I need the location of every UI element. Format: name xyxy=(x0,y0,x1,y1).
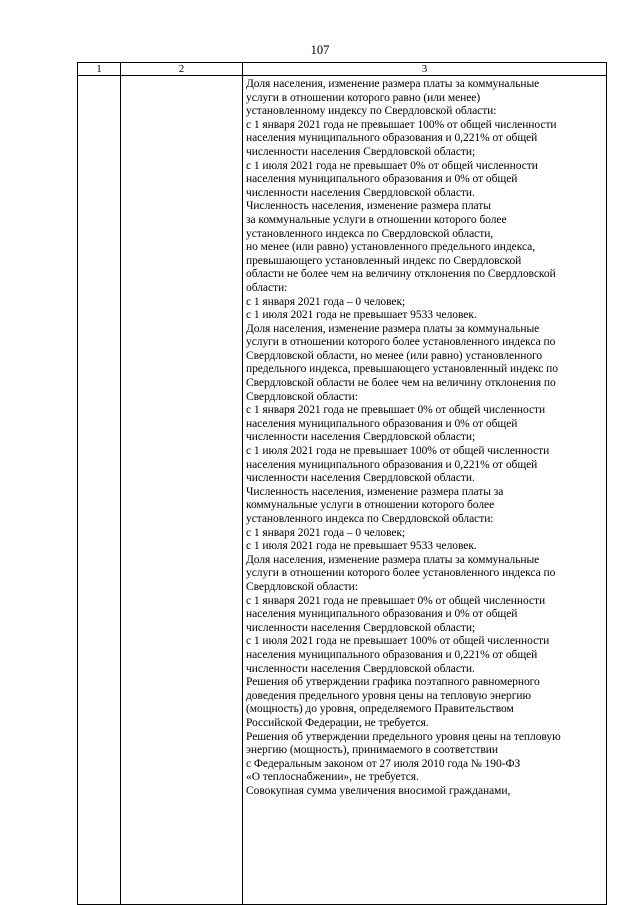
text-line: с 1 января 2021 года не превышает 100% от общей численности xyxy=(246,118,557,131)
text-line: численности населения Свердловской области; xyxy=(246,145,476,158)
document-table xyxy=(77,62,607,905)
text-line: численности населения Свердловской области. xyxy=(246,472,475,485)
text-line: с 1 июля 2021 года не превышает 9533 человек. xyxy=(246,309,477,322)
text-line: Свердловской области: xyxy=(246,580,358,593)
text-line: Доля населения, изменение размера платы за коммунальные xyxy=(246,78,540,90)
text-line: населения муниципального образования и 0,221% от общей xyxy=(246,132,538,145)
text-line: услуги в отношении которого более установленного индекса по xyxy=(246,336,556,349)
text-line: но менее (или равно) установленного предельного индекса, xyxy=(246,241,536,254)
text-line: превышающего установленный индекс по Свердловской xyxy=(246,254,522,267)
text-line: услуги в отношении которого равно (или менее) xyxy=(246,91,481,104)
text-line: с 1 января 2021 года – 0 человек; xyxy=(246,526,406,539)
text-line: области: xyxy=(246,281,288,294)
text-line: численности населения Свердловской области; xyxy=(246,621,476,634)
text-line: населения муниципального образования и 0,221% от общей xyxy=(246,458,538,471)
text-line: за коммунальные услуги в отношении которого более xyxy=(246,213,507,226)
text-line: Российской Федерации, не требуется. xyxy=(246,716,429,729)
text-line: области не более чем на величину отклонения по Свердловской xyxy=(246,268,556,281)
text-line: Доля населения, изменение размера платы за коммунальные xyxy=(246,322,540,335)
text-line: доведения предельного уровня цены на тепловую энергию xyxy=(246,689,532,702)
text-line: населения муниципального образования и 0% от общей xyxy=(246,417,518,430)
text-line: Свердловской области, но менее (или равно) установленного xyxy=(246,349,543,362)
text-line: Решения об утверждении графика поэтапного равномерного xyxy=(246,676,540,689)
text-line: Свердловской области: xyxy=(246,390,358,403)
column-header-2: 2 xyxy=(121,63,243,76)
table-row xyxy=(78,76,607,905)
table-header-row xyxy=(78,63,607,76)
text-line: Решения об утверждении предельного уровня цены на тепловую xyxy=(246,730,561,743)
column-header-3: 3 xyxy=(243,63,607,76)
text-line: Численность населения, изменение размера платы за xyxy=(246,485,504,498)
text-line: численности населения Свердловской области. xyxy=(246,662,475,675)
text-line: Доля населения, изменение размера платы за коммунальные xyxy=(246,553,540,566)
text-line: с Федеральным законом от 27 июля 2010 года № 190-ФЗ xyxy=(246,757,521,770)
text-line: предельного индекса, превышающего установленный индекс по xyxy=(246,363,558,376)
text-line: численности населения Свердловской области. xyxy=(246,186,475,199)
text-line: с 1 января 2021 года не превышает 0% от общей численности xyxy=(246,594,546,607)
page-number: 107 xyxy=(310,43,330,57)
text-line: с 1 января 2021 года – 0 человек; xyxy=(246,295,406,308)
text-line: с 1 июля 2021 года не превышает 9533 человек. xyxy=(246,540,477,553)
text-line: населения муниципального образования и 0% от общей xyxy=(246,173,518,186)
text-line: Численность населения, изменение размера платы xyxy=(246,200,491,213)
text-line: (мощность) до уровня, определяемого Правительством xyxy=(246,703,514,716)
text-line: установленного индекса по Свердловской области: xyxy=(246,513,494,525)
text-line: Свердловской области не более чем на величину отклонения по xyxy=(246,377,556,390)
text-line: населения муниципального образования и 0,221% от общей xyxy=(246,648,538,661)
text-line: населения муниципального образования и 0% от общей xyxy=(246,608,518,621)
text-line: установленного индекса по Свердловской области, xyxy=(246,227,494,240)
text-line: «О теплоснабжении», не требуется. xyxy=(246,771,419,784)
text-line: Совокупная сумма увеличения вносимой гражданами, xyxy=(246,784,511,797)
column-header-1: 1 xyxy=(78,63,121,76)
text-line: с 1 июля 2021 года не превышает 0% от общей численности xyxy=(246,159,538,172)
cell-col1 xyxy=(78,76,121,905)
text-line: с 1 июля 2021 года не превышает 100% от общей численности xyxy=(246,635,550,648)
text-line: с 1 января 2021 года не превышает 0% от общей численности xyxy=(246,404,546,417)
text-line: энергию (мощность), принимаемого в соответствии xyxy=(246,744,498,757)
text-line: численности населения Свердловской области; xyxy=(246,431,476,444)
text-line: с 1 июля 2021 года не превышает 100% от общей численности xyxy=(246,445,550,458)
text-line: установленному индексу по Свердловской области: xyxy=(246,105,497,118)
cell-col3-text xyxy=(243,76,606,798)
cell-col3 xyxy=(243,76,607,905)
cell-col2 xyxy=(121,76,243,905)
text-line: услуги в отношении которого более установленного индекса по xyxy=(246,567,556,580)
text-line: коммунальные услуги в отношении которого более xyxy=(246,499,495,512)
